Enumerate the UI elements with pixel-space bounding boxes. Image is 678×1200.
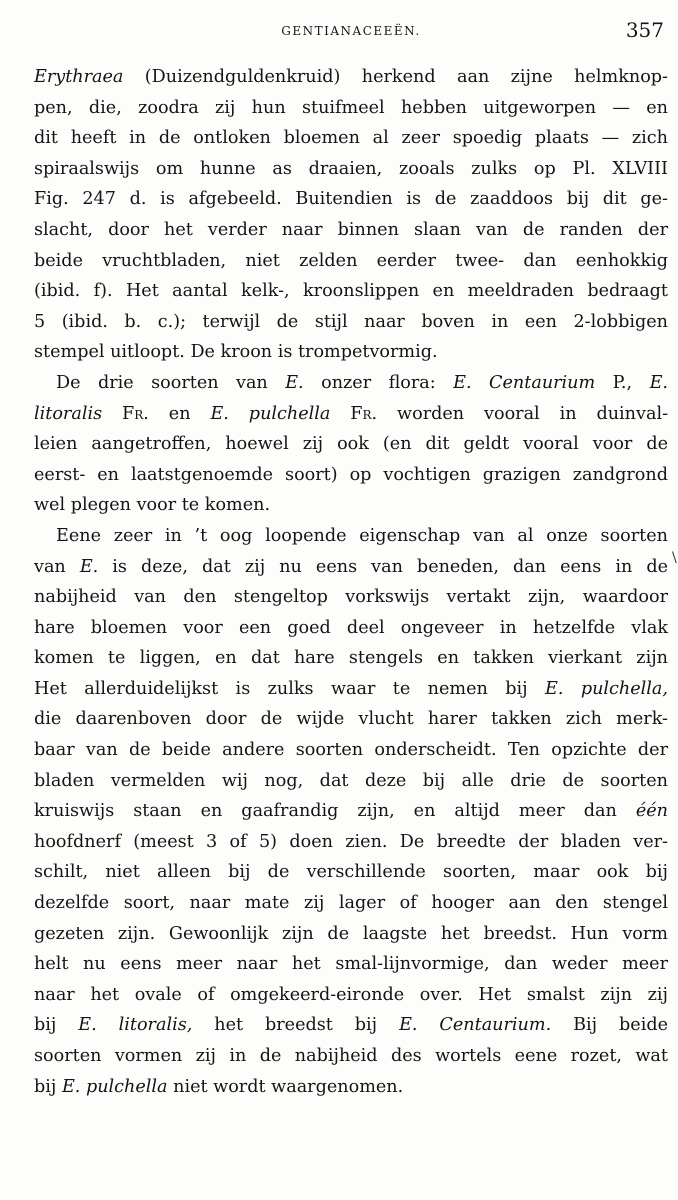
text-segment: baar van de beide andere soorten onderscheidt. Ten opzichte der (34, 740, 668, 761)
text-line (34, 582, 668, 613)
text-segment: worden vooral in duinval- (377, 403, 669, 424)
text-segment: dit heeft in de ontloken bloemen al zeer spoedig plaats — zich (34, 128, 668, 149)
text-segment: leien aangetroffen, hoewel zij ook (en dit geldt vooral voor de (34, 434, 668, 455)
text-line (34, 919, 668, 950)
text-line (34, 368, 668, 399)
text-segment: nabijheid van den stengeltop vorkswijs vertakt zijn, waardoor (34, 587, 668, 608)
text-segment: E. Centaurium (453, 372, 596, 393)
text-line (34, 215, 668, 246)
text-segment: pen, die, zoodra zij hun stuifmeel hebben uitgeworpen — en (34, 97, 668, 118)
page-number: 357 (625, 18, 664, 42)
text-line (34, 704, 668, 735)
text-line (34, 980, 668, 1011)
text-segment: en (148, 403, 211, 424)
text-segment: schilt, niet alleen bij de verschillende soorten, maar ook bij (34, 862, 668, 883)
text-segment: soorten vormen zij in de nabijheid des wortels eene rozet, wat (34, 1046, 668, 1066)
text-segment: E. (285, 372, 304, 393)
text-segment: slacht, door het verder naar binnen slaan van de randen der (34, 219, 668, 240)
text-segment: komen te liggen, en dat hare stengels en takken vierkant zijn (34, 648, 668, 669)
text-line (34, 552, 668, 583)
text-line (34, 276, 668, 307)
text-segment: Fr. (350, 403, 378, 424)
text-segment: bij (34, 1015, 79, 1036)
text-line (34, 1072, 668, 1103)
text-segment: die daarenboven door de wijde vlucht harer takken zich merk- (34, 709, 668, 730)
text-line (34, 827, 668, 858)
text-segment: E. pulchella (210, 403, 331, 424)
margin-mark: \ (672, 550, 677, 566)
text-segment: bladen vermelden wij nog, dat deze bij alle drie de soorten (34, 770, 668, 791)
text-line (34, 643, 668, 674)
text-line (34, 857, 668, 888)
text-segment: Bij beide (551, 1015, 669, 1036)
text-line (34, 429, 668, 460)
text-line (34, 1041, 668, 1072)
text-segment: is deze, dat zij nu eens van beneden, dan eens in de (98, 556, 668, 577)
text-line (34, 307, 668, 338)
text-segment (102, 404, 122, 424)
text-segment: E. pulchella, (545, 678, 668, 699)
text-line (34, 460, 668, 491)
text-segment: E. (79, 556, 99, 577)
body-text (34, 62, 668, 1102)
text-line (34, 521, 668, 552)
text-segment: hoofdnerf (meest 3 of 5) doen zien. De breedte der bladen ver- (34, 831, 668, 852)
text-segment: hare bloemen voor een goed deel ongeveer in hetzelfde vlak (34, 617, 668, 638)
text-segment: (ibid. f). Het aantal kelk-, kroonslippen en meeldraden bedraagt (34, 281, 668, 302)
text-segment: naar het ovale of omgekeerd-eironde over. Het smalst zijn zij (34, 984, 668, 1005)
text-segment: bij (34, 1076, 62, 1097)
text-line (34, 62, 668, 93)
text-segment: E. (649, 372, 668, 393)
text-segment: dezelfde soort, naar mate zij lager of hooger aan den stengel (34, 893, 668, 914)
text-segment: Erythraea (34, 67, 124, 87)
text-segment: beide vruchtbladen, niet zelden eerder twee- dan eenhokkig (34, 250, 668, 271)
text-line (34, 888, 668, 919)
text-line (34, 796, 668, 827)
text-segment (330, 404, 350, 424)
text-segment: Fr. (122, 403, 149, 424)
text-line (34, 766, 668, 797)
text-segment: E. pulchella (61, 1076, 168, 1097)
text-segment: niet wordt waargenomen. (167, 1076, 404, 1097)
text-line (34, 674, 668, 705)
text-segment: litoralis (34, 403, 103, 424)
text-segment: (Duizendguldenkruid) herkend aan zijne helmknop- (123, 67, 668, 87)
text-line (34, 1010, 668, 1041)
text-segment: 5 (ibid. b. c.); terwijl de stijl naar boven in een 2-lobbigen (34, 311, 668, 332)
text-segment: één (635, 801, 668, 822)
text-line (34, 123, 668, 154)
text-segment: kruiswijs staan en gaafrandig zijn, en altijd meer dan (34, 801, 636, 822)
text-segment: P., (595, 372, 650, 393)
text-segment: De drie soorten van (56, 372, 286, 393)
text-line (34, 246, 668, 277)
text-line (34, 490, 668, 521)
text-segment: helt nu eens meer naar het smal-lijnvormige, dan weder meer (34, 954, 668, 975)
text-segment: het breedst bij (192, 1015, 400, 1036)
text-segment: E. Centaurium. (399, 1015, 552, 1036)
text-line (34, 184, 668, 215)
page-header (34, 18, 668, 46)
text-line (34, 735, 668, 766)
running-title: GENTIANACEEËN. (281, 24, 421, 38)
text-segment: E. litoralis, (78, 1015, 193, 1036)
text-segment: onzer flora: (303, 372, 454, 393)
text-segment: gezeten zijn. Gewoonlijk zijn de laagste het breedst. Hun vorm (34, 923, 668, 944)
text-segment: stempel uitloopt. De kroon is trompetvormig. (34, 342, 438, 363)
text-segment: eerst- en laatstgenoemde soort) op vochtigen grazigen zandgrond (34, 464, 668, 485)
text-segment: Fig. 247 d. is afgebeeld. Buitendien is de zaaddoos bij dit ge- (34, 189, 668, 210)
text-segment: spiraalswijs om hunne as draaien, zooals zulks op Pl. XLVIII (34, 158, 668, 179)
text-segment: Het allerduidelijkst is zulks waar te nemen bij (34, 678, 545, 699)
text-line (34, 337, 668, 368)
text-line (34, 399, 668, 430)
text-line (34, 949, 668, 980)
text-segment: Eene zeer in ’t oog loopende eigenschap van al onze soorten (56, 525, 668, 546)
text-segment: van (34, 556, 80, 577)
text-line (34, 613, 668, 644)
text-segment: wel plegen voor te komen. (34, 495, 271, 516)
text-line (34, 93, 668, 124)
text-line (34, 154, 668, 185)
